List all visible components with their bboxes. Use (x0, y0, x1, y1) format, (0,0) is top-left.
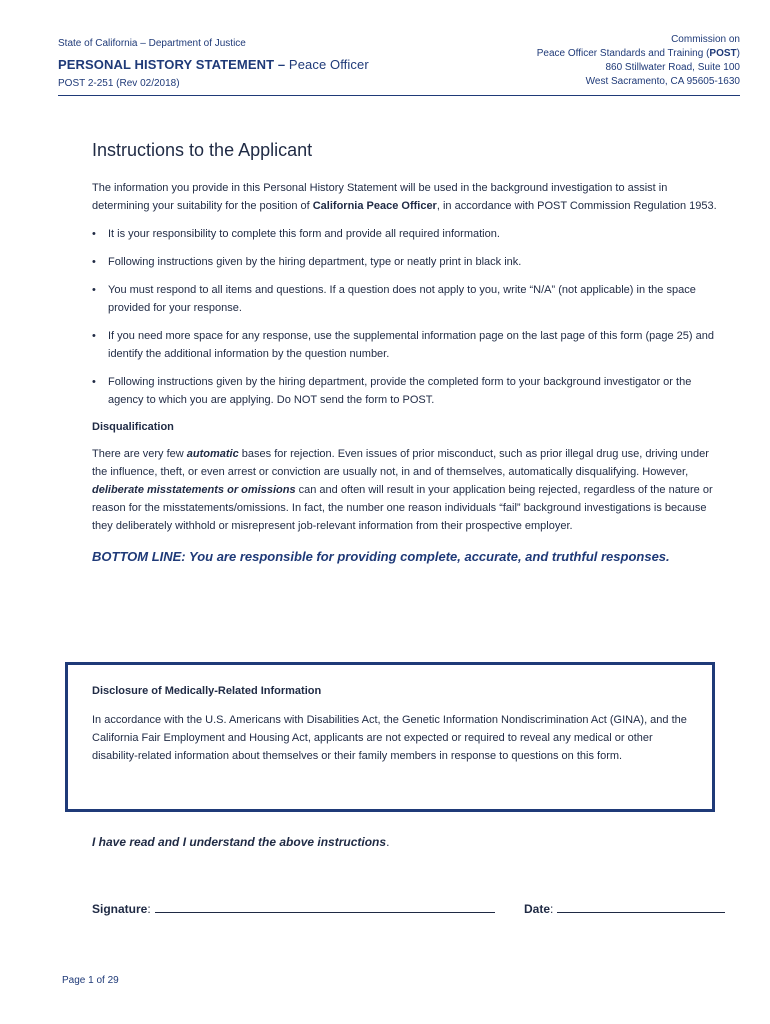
disclosure-text: In accordance with the U.S. Americans with Disabilities Act, the Genetic Information Nondiscrimination Act (GINA), and the California Fair Employment and Housing Act, applicants are not expected or required to reveal any medical or other disability-related information about themselves or their family members in response to questions on this form. (92, 714, 687, 762)
dq-emphasis-automatic: automatic (186, 448, 239, 460)
disqualification-text (92, 445, 722, 535)
commission-close: ) (736, 48, 740, 59)
list-item-text: You must respond to all items and questions. If a question does not apply to you, write “N/A” (not applicable) in the space provided for your response. (108, 284, 696, 314)
list-item-text: Following instructions given by the hiring department, type or neatly print in black ink. (108, 256, 522, 268)
header-divider (58, 95, 740, 96)
disclosure-heading: Disclosure of Medically-Related Information (92, 685, 322, 697)
form-title-sub: Peace Officer (288, 57, 369, 72)
dq-emphasis-misstatements: deliberate misstatements or omissions (92, 484, 296, 496)
date-field[interactable] (557, 900, 725, 913)
address-line-2: West Sacramento, CA 95605-1630 (585, 76, 740, 87)
intro-text-end: , in accordance with POST Commission Regulation 1953. (436, 200, 717, 212)
list-item-text: Following instructions given by the hiring department, provide the completed form to your background investigator or the agency to which you are applying. Do NOT send the form to POST. (108, 376, 692, 406)
signature-label: Signature (92, 902, 148, 916)
bottom-line-statement: BOTTOM LINE: You are responsible for providing complete, accurate, and truthful responses. (92, 549, 670, 564)
instructions-section (92, 140, 722, 564)
dq-text-2: bases for rejection. Even issues of prior misconduct, such as prior illegal drug use, driving under the influence, theft, or even arrest or conviction are usually not, in and of themselves, automatically disqualifying. However, (92, 448, 709, 478)
intro-text: The information you provide in this Personal History Statement will be used in the background investigation to assist in determining your suitability for the position of (92, 182, 668, 212)
list-item (92, 225, 722, 243)
list-item (92, 327, 722, 363)
form-title (58, 57, 369, 72)
form-title-main: PERSONAL HISTORY STATEMENT – (58, 57, 289, 72)
bullet-icon: • (92, 228, 96, 240)
header-right (480, 33, 740, 89)
list-item (92, 373, 722, 409)
form-number: POST 2-251 (Rev 02/2018) (58, 78, 180, 89)
dq-text-3: can and often will result in your application being rejected, regardless of the nature or reason for the misstatements/omissions. In fact, the number one reason individuals “fail” background investigations is because they deliberately withhold or misrepresent job-relevant information from their prospective employer. (92, 484, 713, 532)
bullet-icon: • (92, 330, 96, 342)
instructions-heading: Instructions to the Applicant (92, 140, 313, 160)
dq-text-1: There are very few (92, 448, 187, 460)
disclosure-box (65, 662, 715, 812)
acknowledgement-statement (92, 835, 389, 849)
commission-text: Peace Officer Standards and Training ( (536, 48, 710, 59)
acknowledgement-text: I have read and I understand the above instructions (92, 835, 387, 849)
acknowledgement-period: . (386, 835, 390, 849)
commission-acronym: POST (709, 48, 737, 59)
bullet-icon: • (92, 284, 96, 296)
list-item (92, 281, 722, 317)
commission-line-1: Commission on (671, 34, 740, 45)
disqualification-heading: Disqualification (92, 421, 174, 433)
list-item-text: If you need more space for any response, use the supplemental information page on the last page of this form (page 25) and identify the additional information by the question number. (108, 330, 714, 360)
disclosure-content (92, 685, 692, 765)
bullet-icon: • (92, 256, 96, 268)
list-item-text: It is your responsibility to complete this form and provide all required information. (108, 228, 500, 240)
date-label: Date (524, 902, 551, 916)
instructions-intro (92, 179, 722, 215)
bullet-icon: • (92, 376, 96, 388)
address-line-1: 860 Stillwater Road, Suite 100 (605, 62, 740, 73)
signature-row (92, 900, 732, 916)
instructions-list (92, 225, 722, 409)
signature-colon: : (147, 902, 151, 916)
signature-field[interactable] (155, 900, 495, 913)
list-item (92, 253, 722, 271)
date-block (524, 900, 725, 916)
header-left (58, 38, 369, 89)
page-number: Page 1 of 29 (62, 975, 119, 986)
intro-position: California Peace Officer (312, 200, 437, 212)
commission-line-2 (480, 47, 740, 61)
agency-name: State of California – Department of Justice (58, 38, 246, 49)
date-colon: : (550, 902, 554, 916)
